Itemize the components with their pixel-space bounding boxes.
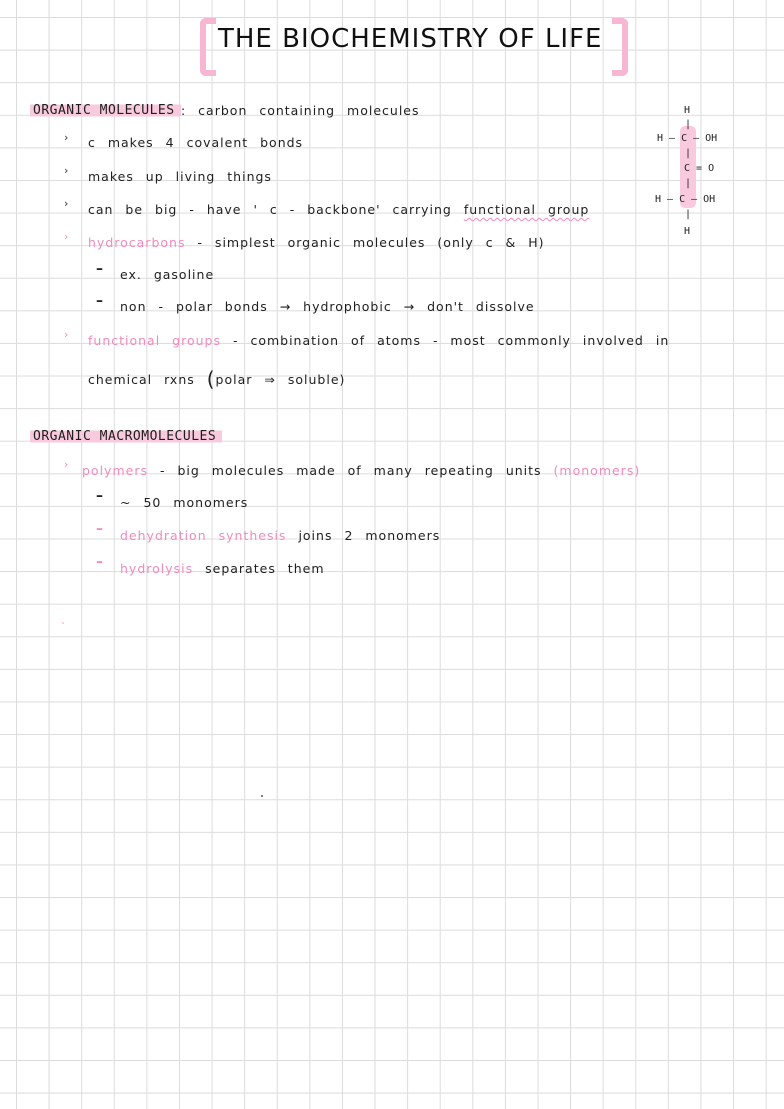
section-definition: : carbon containing molecules: [181, 103, 420, 118]
dash-marker: –: [96, 521, 103, 537]
bullet-marker: ›: [64, 164, 69, 177]
term-description: separates them: [205, 561, 325, 576]
term-hydrocarbons: hydrocarbons: [88, 235, 186, 250]
structure-bond: |: [685, 209, 692, 220]
title-box: [200, 16, 628, 66]
term-polymers: polymers: [82, 463, 148, 478]
term-hydrolysis: hydrolysis: [120, 561, 194, 576]
list-item: [82, 463, 640, 478]
term-description: - combination of atoms - most commonly involved in: [232, 333, 670, 348]
double-arrow-icon: ⇒: [264, 372, 276, 387]
bullet-marker: ›: [64, 197, 69, 210]
term-dehydration-synthesis: dehydration synthesis: [120, 528, 287, 543]
underlined-term: functional group: [463, 202, 590, 217]
bullet-marker: ›: [64, 458, 69, 471]
section-heading-organic-molecules: ORGANIC MOLECULES: [30, 102, 181, 118]
bullet-marker: ›: [64, 230, 69, 243]
structure-row: H – C – OH: [657, 133, 718, 144]
continuation-text: soluble): [287, 372, 346, 387]
term-description: - big molecules made of many repeating units: [159, 463, 542, 478]
sub-list-item: [120, 561, 325, 576]
continuation-text: polar: [215, 372, 253, 387]
term-functional-groups: functional groups: [88, 333, 221, 348]
structure-row: H – C – OH: [655, 194, 716, 205]
section-heading-organic-macromolecules: ORGANIC MACROMOLECULES: [30, 428, 222, 444]
term-monomers: (monomers): [553, 463, 641, 478]
list-item: makes up living things: [88, 169, 272, 184]
structure-row: C = O: [684, 163, 715, 174]
stray-mark: [261, 795, 263, 797]
structure-bond: |: [685, 119, 692, 130]
dash-marker: –: [96, 293, 103, 309]
dash-marker: –: [96, 554, 103, 570]
sub-list-item: ~ 50 monomers: [120, 495, 249, 510]
list-item: [88, 202, 589, 217]
list-item: c makes 4 covalent bonds: [88, 135, 304, 150]
dash-marker: –: [96, 261, 103, 277]
sub-list-item: ex. gasoline: [120, 267, 215, 282]
dash-marker: –: [96, 488, 103, 504]
list-item-continuation: [88, 365, 345, 389]
list-item-text: can be big - have ' c - backbone' carrying: [88, 202, 452, 217]
structure-bond: |: [685, 148, 692, 159]
sub-list-item: [120, 528, 440, 543]
paren-glyph: (: [206, 367, 216, 391]
bullet-marker: ›: [64, 131, 69, 144]
page-title: THE BIOCHEMISTRY OF LIFE: [218, 24, 603, 54]
list-item: [88, 333, 669, 348]
term-description: joins 2 monomers: [298, 528, 441, 543]
structure-atom: H: [684, 105, 691, 116]
bullet-marker: ›: [64, 328, 69, 341]
structure-bond: |: [685, 178, 692, 189]
stray-mark: [62, 622, 64, 624]
continuation-text: chemical rxns: [88, 372, 195, 387]
list-item: [88, 235, 545, 250]
term-description: - simplest organic molecules (only c & H): [197, 235, 545, 250]
sub-list-item: non - polar bonds → hydrophobic → don't dissolve: [120, 299, 535, 314]
structure-atom: H: [684, 226, 691, 237]
